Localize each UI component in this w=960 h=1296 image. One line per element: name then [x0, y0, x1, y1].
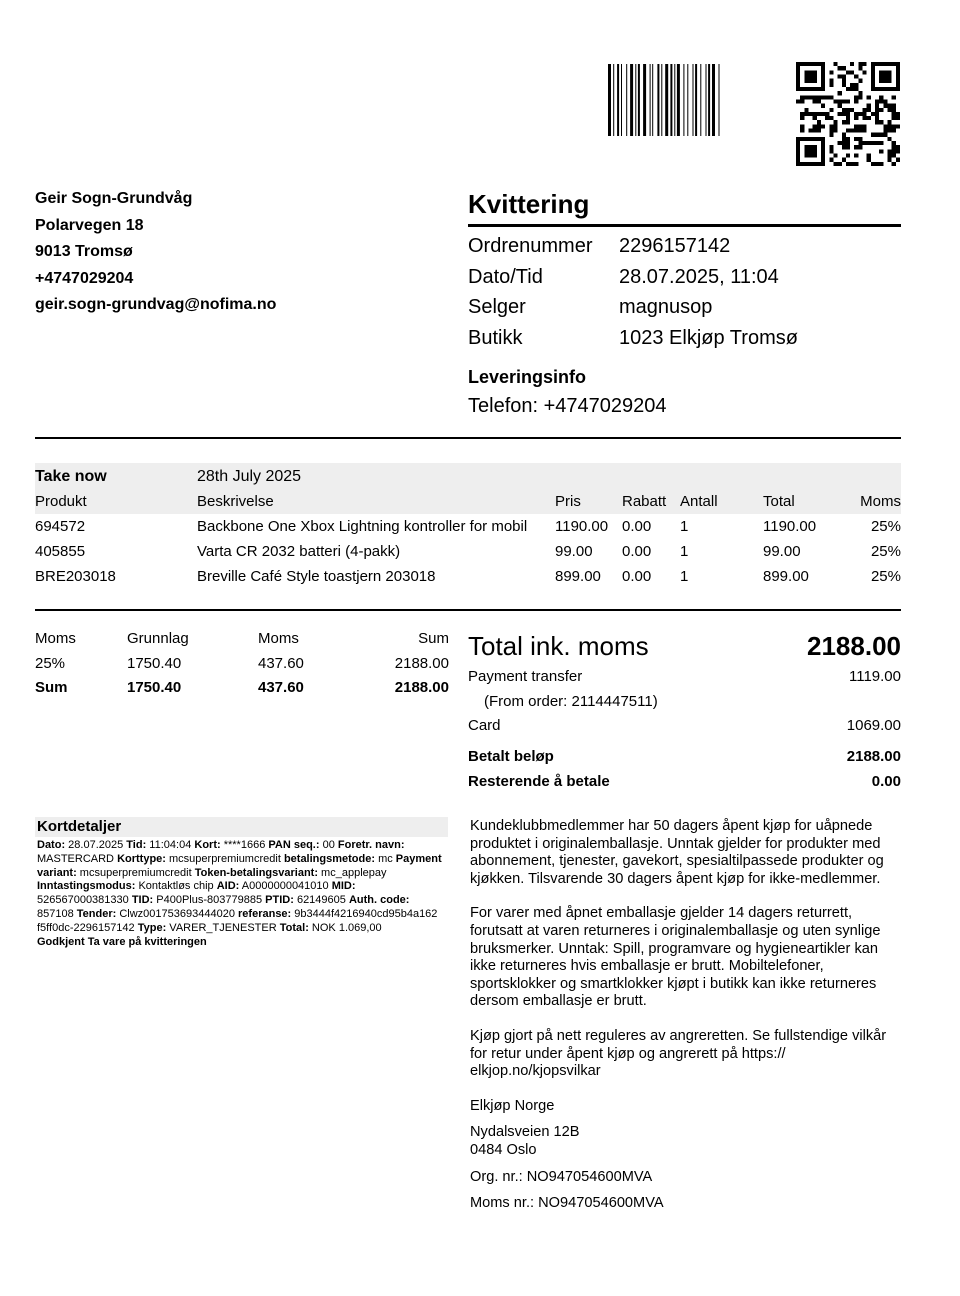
vat-sum-amount: 437.60	[258, 679, 304, 696]
card-detail-value: 11:04:04	[146, 839, 195, 851]
vat-sum-label: Sum	[35, 679, 68, 696]
card-approved: Godkjent Ta vare på kvitteringen	[37, 935, 207, 948]
product-discount: 0.00	[622, 518, 652, 535]
col-header: Moms	[860, 493, 901, 510]
vat-rate: 25%	[35, 654, 66, 672]
card-detail-value: mc	[375, 852, 396, 865]
total-label: Total ink. moms	[468, 631, 649, 661]
customer-info	[35, 186, 276, 319]
card-detail-label: Dato:	[37, 839, 66, 851]
customer-phone: +4747029204	[35, 269, 134, 287]
items-table	[35, 463, 901, 589]
datetime-label: Dato/Tid	[468, 265, 543, 288]
datetime-row	[468, 262, 901, 293]
qr-code	[796, 62, 900, 166]
table-row	[35, 564, 901, 589]
col-header: Beskrivelse	[197, 493, 274, 510]
terms-paragraph: Kjøp gjort på nett reguleres av angreretten. Se fullstendige vilkår for retur under åpent kjøp og angrerett på https:// elkjop.no/kjopsvilkar	[470, 1027, 887, 1080]
product-description: Breville Café Style toastjern 203018	[197, 568, 436, 585]
items-header-row	[35, 490, 901, 514]
product-total: 1190.00	[763, 518, 817, 535]
receipt-header	[468, 186, 901, 421]
product-id: 405855	[35, 543, 86, 560]
terms-paragraph: For varer med åpnet emballasje gjelder 14 dagers returrett, forutsatt at varen returneres i originalemballasje og uten synlige bruksmerker. Unntak: Spill, programvare og hygieneartikler kan ikke returneres hvis emballasje er brutt. Mobiltelefoner, sportsklokker og smartklokker kjøpt i butikk kan ikke returneres dersom emballasje er brutt.	[470, 905, 881, 1010]
card-detail-label: TID:	[131, 894, 154, 907]
product-id: 694572	[35, 518, 86, 535]
seller-label: Selger	[468, 296, 526, 319]
divider	[35, 609, 901, 611]
total-value: 2188.00	[807, 631, 901, 661]
remaining-label: Resterende å betale	[468, 772, 610, 790]
order-number-row	[468, 231, 901, 262]
seller-value: magnusop	[619, 296, 713, 319]
vat-row	[35, 652, 449, 677]
delivery-title: Leveringsinfo	[468, 367, 587, 388]
card-detail-value: MASTERCARD	[37, 852, 118, 865]
card-detail-label: Kort:	[194, 839, 221, 851]
order-number-value: 2296157142	[619, 235, 731, 257]
receipt-title: Kvittering	[468, 186, 901, 227]
product-description: Varta CR 2032 batteri (4-pakk)	[197, 543, 401, 560]
card-detail-label: Foretr. navn:	[337, 839, 405, 851]
product-quantity: 1	[680, 568, 689, 585]
take-now-label: Take now	[35, 468, 107, 485]
col-header: Pris	[555, 493, 581, 510]
payment-transfer-value: 1119.00	[849, 668, 901, 685]
product-discount: 0.00	[622, 568, 652, 585]
card-detail-label: Inntastingsmodus:	[37, 880, 136, 893]
barcode	[608, 64, 778, 136]
card-detail-label: Payment variant:	[37, 852, 442, 879]
seller-row	[468, 292, 901, 323]
total-incl-vat-row	[468, 627, 901, 665]
card-detail-label: Total:	[279, 921, 309, 934]
payment-transfer-label: Payment transfer	[468, 668, 583, 685]
card-payment-label: Card	[468, 717, 501, 734]
card-detail-value: 00	[319, 839, 338, 851]
product-total: 99.00	[763, 543, 801, 560]
card-detail-label: AID:	[216, 880, 240, 893]
terms-text	[470, 818, 900, 1222]
vat-base: 1750.40	[127, 654, 182, 672]
store-value: 1023 Elkjøp Tromsø	[619, 326, 798, 349]
product-vat: 25%	[870, 543, 901, 560]
vat-summary	[35, 627, 449, 701]
take-now-date: 28th July 2025	[197, 468, 302, 485]
remaining-value: 0.00	[871, 772, 901, 790]
company-street: Nydalsveien 12B	[470, 1124, 580, 1141]
card-detail-label: Token-betalingsvariant:	[194, 866, 318, 879]
vat-sum-total: 2188.00	[394, 679, 449, 696]
vat-header-row	[35, 627, 449, 652]
product-price: 899.00	[555, 568, 601, 585]
card-detail-value: A0000000041010	[239, 880, 332, 893]
paid-label: Betalt beløp	[468, 748, 554, 765]
vat-header: Moms	[258, 630, 299, 647]
product-id: BRE203018	[35, 568, 116, 585]
product-quantity: 1	[680, 543, 689, 560]
card-detail-value: P400Plus-803779885	[153, 894, 266, 907]
vat-header: Grunnlag	[127, 630, 189, 647]
datetime-value: 28.07.2025, 11:04	[619, 265, 779, 288]
card-detail-label: Tender:	[76, 907, 117, 920]
company-name: Elkjøp Norge	[470, 1097, 555, 1114]
col-header: Antall	[680, 493, 718, 510]
paid-row	[468, 745, 901, 770]
vat-header: Sum	[418, 630, 449, 647]
card-detail-value: mcsuperpremiumcredit	[76, 866, 195, 879]
col-header: Produkt	[35, 493, 87, 510]
vat-sum-row	[35, 676, 449, 701]
payment-transfer-row	[468, 665, 901, 690]
card-detail-value: 28.07.2025	[65, 839, 127, 851]
product-price: 99.00	[555, 543, 593, 560]
remaining-row	[468, 770, 901, 795]
card-details-title: Kortdetaljer	[35, 817, 448, 837]
card-details-body	[35, 837, 448, 949]
table-row	[35, 539, 901, 564]
card-detail-label: Korttype:	[117, 852, 166, 865]
customer-city: 9013 Tromsø	[35, 243, 133, 260]
product-discount: 0.00	[622, 543, 652, 560]
product-total: 899.00	[763, 568, 809, 585]
from-order: (From order: 2114447511)	[484, 692, 658, 710]
product-vat: 25%	[870, 518, 901, 535]
card-detail-value: Kontaktløs chip	[135, 880, 217, 893]
card-detail-label: PTID:	[265, 894, 294, 907]
card-detail-label: MID:	[331, 880, 356, 893]
vat-sum: 2188.00	[394, 654, 449, 672]
card-payment-value: 1069.00	[846, 717, 901, 734]
vat-amount: 437.60	[258, 654, 304, 672]
customer-street: Polarvegen 18	[35, 216, 144, 234]
company-city: 0484 Oslo	[470, 1141, 537, 1158]
card-detail-value: Clwz001753693444020	[116, 907, 239, 920]
vat-number: Moms nr.: NO947054600MVA	[470, 1195, 664, 1212]
vat-sum-base: 1750.40	[127, 679, 182, 696]
totals	[468, 627, 901, 794]
table-row	[35, 514, 901, 539]
card-detail-value: NOK 1.069,00	[308, 921, 382, 934]
delivery-phone: Telefon: +4747029204	[468, 395, 667, 418]
customer-name: Geir Sogn-Grundvåg	[35, 190, 193, 207]
col-header: Total	[763, 493, 795, 510]
card-detail-value: 62149605	[293, 894, 349, 907]
card-detail-value: VARER_TJENESTER	[166, 921, 280, 934]
col-header: Rabatt	[622, 493, 667, 510]
terms-paragraph: Kundeklubbmedlemmer har 50 dagers åpent kjøp for uåpnede produktet i originalemballasje. Unntak gjelder for produkter med abonnement, tjenester, gavekort, spesialtilpassede produkter og kjøkken. Tilsvarende 30 dagers åpent kjøp for ikke-medlemmer.	[470, 818, 884, 887]
customer-email: geir.sogn-grundvag@nofima.no	[35, 296, 277, 313]
vat-header: Moms	[35, 630, 76, 647]
company-address	[470, 1098, 900, 1213]
card-detail-label: Tid:	[126, 839, 147, 851]
card-detail-label: betalingsmetode:	[283, 852, 376, 865]
org-number: Org. nr.: NO947054600MVA	[470, 1168, 653, 1185]
order-number-label: Ordrenummer	[468, 235, 593, 257]
card-payment-row	[468, 714, 901, 739]
card-details	[35, 817, 448, 949]
take-now-row	[35, 463, 901, 490]
store-row	[468, 323, 901, 354]
card-detail-value: 526567000381330	[37, 894, 132, 907]
card-detail-value: 9b3444f4216940cd95b4a162 f5ff0dc-2296157142	[37, 907, 438, 934]
product-vat: 25%	[870, 568, 901, 585]
card-details-text	[37, 839, 442, 934]
card-detail-label: Auth. code:	[348, 894, 410, 907]
product-quantity: 1	[680, 518, 689, 535]
card-detail-value: mc_applepay	[318, 866, 387, 879]
company-street-city	[470, 1124, 900, 1159]
card-detail-label: referanse:	[238, 907, 292, 920]
card-detail-label: Type:	[137, 921, 167, 934]
card-detail-label: PAN seq.:	[268, 839, 320, 851]
product-description: Backbone One Xbox Lightning kontroller for mobil	[197, 518, 528, 535]
card-detail-value: ****1666	[220, 839, 269, 851]
paid-value: 2188.00	[846, 748, 901, 765]
store-label: Butikk	[468, 326, 523, 349]
divider	[35, 437, 901, 439]
product-price: 1190.00	[555, 518, 609, 535]
card-detail-value: 857108	[37, 907, 77, 920]
card-detail-value: mcsuperpremiumcredit	[165, 852, 284, 865]
